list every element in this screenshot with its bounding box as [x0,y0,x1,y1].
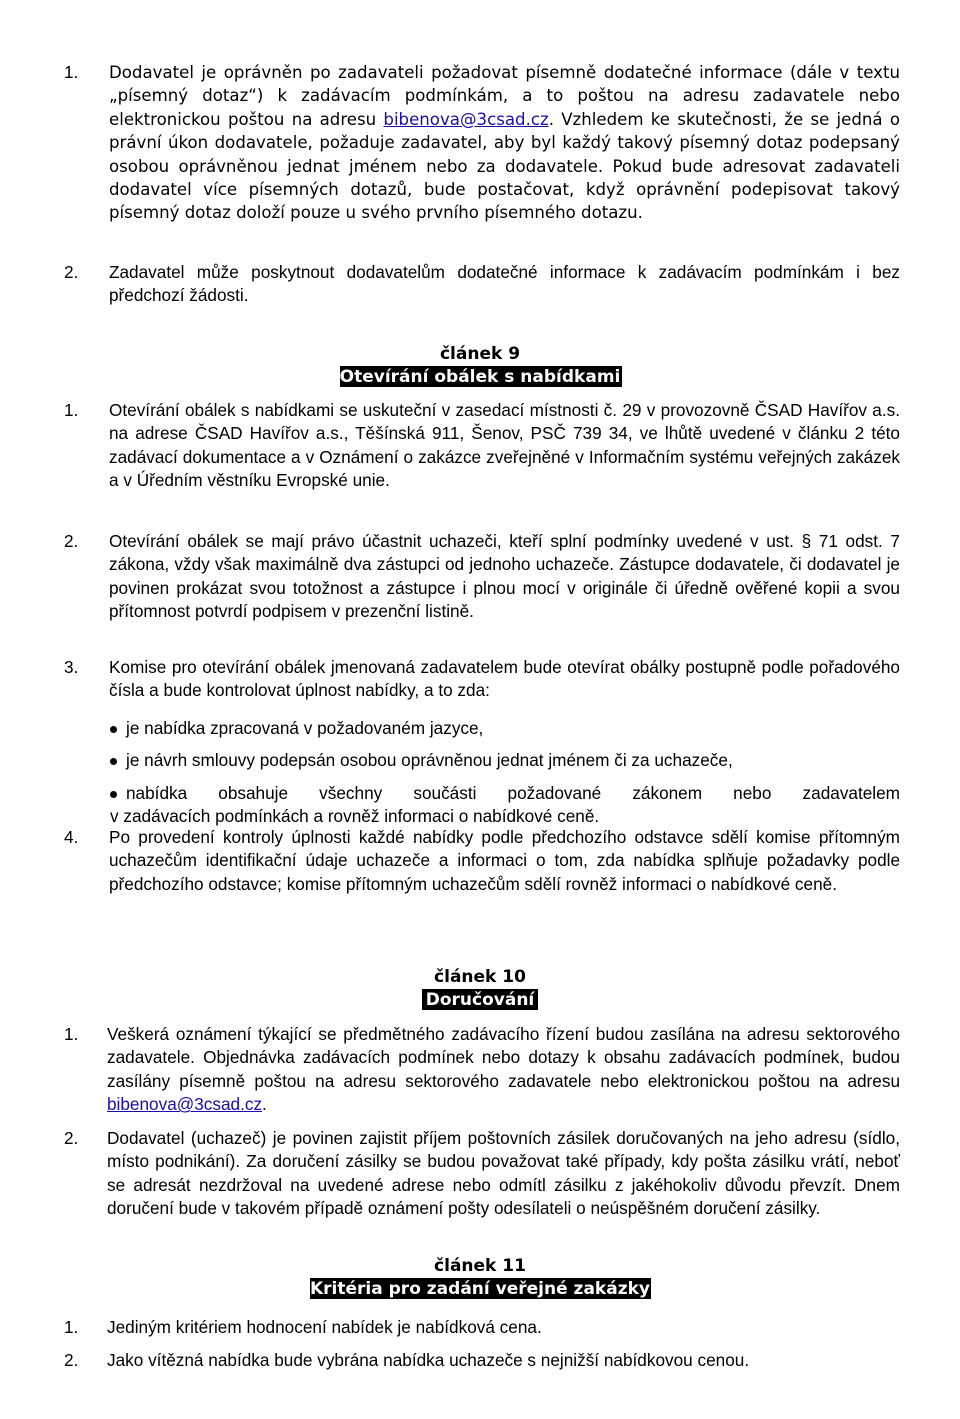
article-11-label: článek 11 [434,1256,526,1276]
item-text: Zadavatel může poskytnout dodavatelům dodatečné informace k zadávacím podmínkám i bez předchozí žádosti. [109,262,900,306]
item-text: Dodavatel je oprávněn po zadavateli požadovat písemně dodatečné informace (dále v textu „písemný dotaz“) k zadávacím podmínkám, a to poštou na adresu zadavatele nebo elektronickou poštou na adresu bibenova@3csad.cz. Vzhledem ke skutečnosti, že se jedná o právní úkon dodavatele, požaduje zadavatel, aby byl každý takový písemný dotaz podepsaný osobou oprávněnou jednat jménem nebo za dodavatele. Pokud bude adresovat zadavateli dodavatel více písemných dotazů, bude postačovat, když oprávnění podepisovat takový písemný dotaz doloží pouze u svého prvního písemného dotazu. [109,63,900,223]
item-number: 1. [64,400,79,420]
item-text: Po provedení kontroly úplnosti každé nabídky podle předchozího odstavce sdělí komise přítomným uchazečům identifikační údaje uchazeče a informaci o tom, zda nabídka splňuje požadavky podle předchozího odstavce; komise přítomným uchazečům sdělí rovněž informaci o nabídkové ceně. [109,827,900,894]
intro-item-2 [64,261,900,308]
item-text: Otevírání obálek se mají právo účastnit uchazeči, kteří splní podmínky uvedené v ust. § 71 odst. 7 zákona, vždy však maximálně dva zástupci od jednoho uchazeče. Zástupce dodavatele, či dodavatel je povinen prokázat svou totožnost a zástupce i plnou mocí v originále či úředně ověřené kopii a svou přítomnost potvrdí podpisem v prezenční listině. [109,531,900,622]
item-number: 2. [64,531,79,551]
article-10-item-1 [64,1023,900,1117]
list-item: nabídka obsahuje všechny součásti požadované zákonem nebo zadavatelem v zadávacích podmínkách a rovněž informaci o nabídkové ceně. [110,782,900,827]
article-9-item-1 [64,399,900,493]
item-number: 1. [64,1024,79,1044]
item-text: Dodavatel (uchazeč) je povinen zajistit příjem poštovních zásilek doručovaných na jeho adresu (sídlo, místo podnikání). Za doručení zásilky se budou považovat také případy, kdy pošta zásilku vrátí, neboť se adresát nezdržoval na uvedené adrese nebo odmítl zásilku z jakéhokoliv důvodu převzít. Dnem doručení bude v takovém případě oznámení pošty odesílateli o neúspěšném doručení zásilky. [107,1128,900,1219]
article-10-title-underline [422,1010,538,1011]
article-9-item-3 [64,656,900,703]
item-number: 4. [64,827,79,847]
article-11-item-2 [64,1349,900,1372]
item-text: Jako vítězná nabídka bude vybrána nabídka uchazeče s nejnižší nabídkovou cenou. [107,1350,750,1370]
article-11-title-underline [310,1299,651,1300]
article-11-title: Kritéria pro zadání veřejné zakázky [310,1279,650,1299]
bullet-icon [110,726,117,733]
article-9-title-underline [340,387,622,388]
item-number: 2. [64,1350,79,1370]
article-9-label: článek 9 [439,344,521,364]
article-11-item-1 [64,1316,900,1339]
item-number: 3. [64,657,79,677]
item-number: 2. [64,262,79,282]
article-10-label: článek 10 [434,967,526,987]
intro-item-1 [64,61,900,225]
item-text: Veškerá oznámení týkající se předmětného zadávacího řízení budou zasílána na adresu sektorového zadavatele. Objednávka zadávacích podmínek nebo dotazy k obsahu zadávacích podmínek, budou zasílány písemně poštou na adresu sektorového zadavatele nebo elektronickou poštou na adresu bibenova@3csad.cz. [107,1024,900,1115]
item-text: Jediným kritériem hodnocení nabídek je nabídková cena. [107,1317,542,1337]
bullet-icon [110,791,117,798]
list-item: je návrh smlouvy podepsán osobou oprávněnou jednat jménem či za uchazeče, [110,749,900,772]
article-10-item-2 [64,1127,900,1221]
email-link[interactable]: bibenova@3csad.cz [383,109,549,129]
item-number: 1. [64,62,79,82]
item-number: 2. [64,1128,79,1148]
article-10-title: Doručování [425,990,535,1010]
item-text: Komise pro otevírání obálek jmenovaná zadavatelem bude otevírat obálky postupně podle pořadového čísla a bude kontrolovat úplnost nabídky, a to zda: [109,657,900,701]
item-text: Otevírání obálek s nabídkami se uskuteční v zasedací místnosti č. 29 v provozovně ČSAD Havířov a.s. na adrese ČSAD Havířov a.s., Těšínská 911, Šenov, PSČ 739 34, ve lhůtě uvedené v článku 2 této zadávací dokumentace a v Oznámení o zakázce zveřejněné v Informačním systému veřejných zakázek a v Úředním věstníku Evropské unie. [109,400,900,491]
list-item: je nabídka zpracovaná v požadovaném jazyce, [110,717,900,740]
email-link[interactable]: bibenova@3csad.cz [107,1094,263,1115]
item-number: 1. [64,1317,79,1337]
article-9-item-4 [64,826,900,896]
completeness-checklist [110,717,900,829]
article-9-item-2 [64,530,900,624]
article-9-title: Otevírání obálek s nabídkami [339,367,621,387]
bullet-icon [110,758,117,765]
